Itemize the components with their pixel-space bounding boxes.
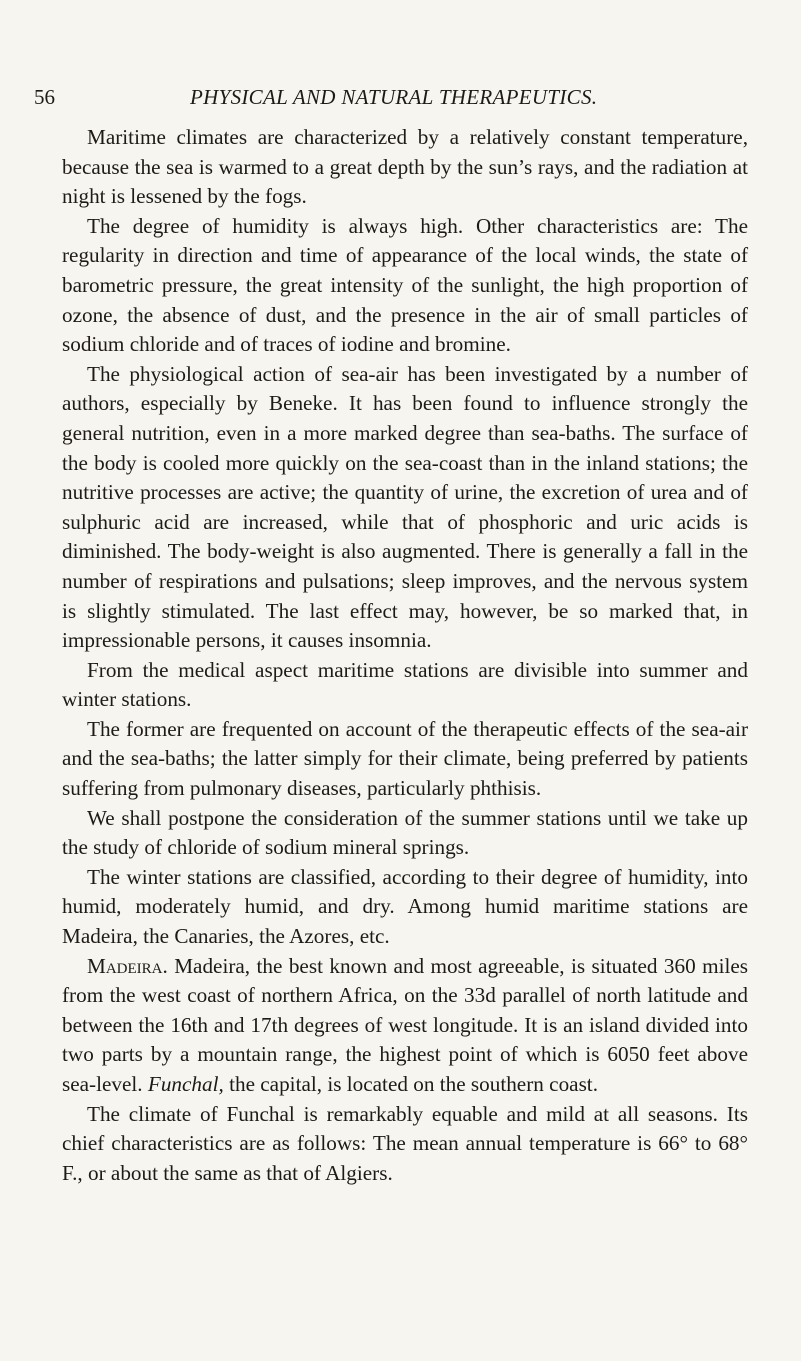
body-text [62,123,748,1188]
paragraph-funchal-climate: The climate of Funchal is remarkably equable and mild at all seasons. Its chief characteristics are as follows: The mean annual temperature is 66° to 68° F., or about the same as that of Algiers. [62,1101,748,1185]
funchal-text: the capital, is located on the southern coast. [223,1072,598,1096]
madeira-text: Madeira, the best known and most agreeable, is situated 360 miles from the west coast of northern Africa, on the 33d parallel of north latitude and between the 16th and 17th degrees of west longitude. It is an island divided into two parts by a mountain range, the highest point of which is 6050 feet above sea-level. [62,953,748,1096]
paragraph-physiological-action: The physiological action of sea-air has been investigated by a number of authors, especially by Beneke. It has been found to influence strongly the general nutrition, even in a more marked degree than sea-baths. The surface of the body is cooled more quickly on the sea-coast than in the inland stations; the nutritive processes are active; the quantity of urine, the excretion of urea and of sulphuric acid are increased, while that of phosphoric and uric acids is diminished. The body-weight is also augmented. There is generally a fall in the number of respirations and pulsations; sleep improves, and the nervous system is slightly stimulated. The last effect may, however, be so marked that, in impressionable persons, it causes insomnia. [62,361,748,653]
paragraph-former-latter: The former are frequented on account of the therapeutic effects of the sea-air and the sea-baths; the latter simply for their climate, being preferred by patients suffering from pulmonary diseases, particularly phthisis. [62,716,748,801]
paragraph-maritime-climates: Maritime climates are characterized by a relatively constant temperature, because the sea is warmed to a great depth by the sun’s rays, and the radiation at night is lessened by the fogs. [62,125,748,209]
running-title: PHYSICAL AND NATURAL THERAPEUTICS. [190,85,598,109]
paragraph-medical-aspect: From the medical aspect maritime stations are divisible into summer and winter stations. [62,657,748,712]
paragraph-winter-stations: The winter stations are classified, according to their degree of humidity, into humid, moderately humid, and dry. Among humid maritime stations are Madeira, the Canaries, the Azores, etc. [62,864,748,949]
paragraph-madeira [62,952,748,1100]
page-header [34,82,634,112]
page-number: 56 [34,85,55,109]
paragraph-humidity: The degree of humidity is always high. Other characteristics are: The regularity in direction and time of appearance of the local winds, the state of barometric pressure, the great intensity of the sunlight, the high proportion of ozone, the absence of dust, and the presence in the air of small particles of sodium chloride and of traces of iodine and bromine. [62,213,748,357]
madeira-heading: Madeira. [87,953,168,978]
funchal-name: Funchal, [147,1072,224,1096]
paragraph-postpone: We shall postpone the consideration of the summer stations until we take up the study of chloride of sodium mineral springs. [62,805,748,860]
